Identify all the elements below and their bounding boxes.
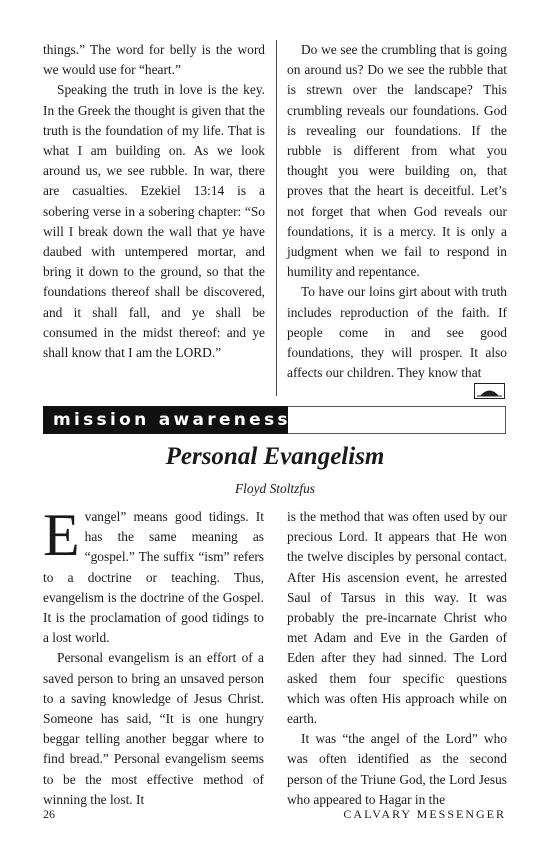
drop-cap: E: [43, 502, 80, 568]
paragraph: Speaking the truth in love is the key. In the Greek the thought is given that the truth is the foundation of my life. That is what I am building on. As we look around us, we see rubble. In war, there are casualties. Ezekiel 13:14 is a sobering verse in a sobering chapter: “So will I break down the wall that ye have daubed with untempered mortar, and bring it down to the ground, so that the foundations thereof shall be discovered, and it shall fall, and ye shall be consumed in the midst thereof: and ye shall know that I am the LORD.”: [43, 82, 265, 361]
running-head: CALVARY MESSENGER: [343, 807, 506, 821]
column-divider: [276, 40, 277, 396]
paragraph: To have our loins girt about with truth includes reproduction of the faith. If people come in and see good foundations, they will prosper. It also affects our children. They know that: [287, 284, 507, 381]
top-right-column: [287, 40, 507, 383]
paragraph: Personal evangelism is an effort of a saved person to bring an unsaved person to a saving knowledge of Jesus Christ. Someone has said, “It is one hungry beggar telling another beggar where to find bread.” Personal evangelism seems to be the most effective method of winning the lost. It: [43, 650, 264, 807]
section-banner: mission awareness: [43, 406, 288, 434]
paragraph: Do we see the crumbling that is going on around us? Do we see the rubble that is strewn over the landscape? This crumbling reveals our foundations. God is revealing our foundations. If the rubble is different from what you thought you were building on, that proves that the heart is deceitful. Let’s not forget that when God reveals our foundations, it is a mercy. It is only a judgment when we fail to respond in humility and repentance.: [287, 42, 507, 280]
article-left-column: [43, 502, 264, 810]
paragraph: things.” The word for belly is the word we would use for “heart.”: [43, 42, 265, 78]
paragraph-text: vangel” means good tidings. It has the same meaning as “gospel.” The suffix “ism” refers to a doctrine or teaching. Thus, evangelism is the doctrine of the Gospel. It is the proclamation of good tidings to a lost world.: [43, 509, 264, 646]
article-title: Personal Evangelism: [165, 443, 385, 470]
sunrise-end-mark-icon: [474, 383, 505, 399]
paragraph: [43, 502, 264, 648]
top-left-column: [43, 40, 265, 363]
paragraph: is the method that was often used by our precious Lord. It appears that He won the twelve disciples by personal contact. After His ascension event, he arrested Saul of Tarsus in this way. It was probably the pre-incarnate Christ who met Adam and Eve in the Garden of Eden after they had sinned. The Lord asked them four specific questions which was often His approach while on earth.: [287, 509, 507, 727]
page-number: 26: [43, 807, 55, 821]
article-author: Floyd Stoltzfus: [235, 481, 315, 496]
paragraph: It was “the angel of the Lord” who was often identified as the second person of the Triune God, the Lord Jesus who appeared to Hagar in the: [287, 731, 507, 807]
article-right-column: [287, 507, 507, 810]
